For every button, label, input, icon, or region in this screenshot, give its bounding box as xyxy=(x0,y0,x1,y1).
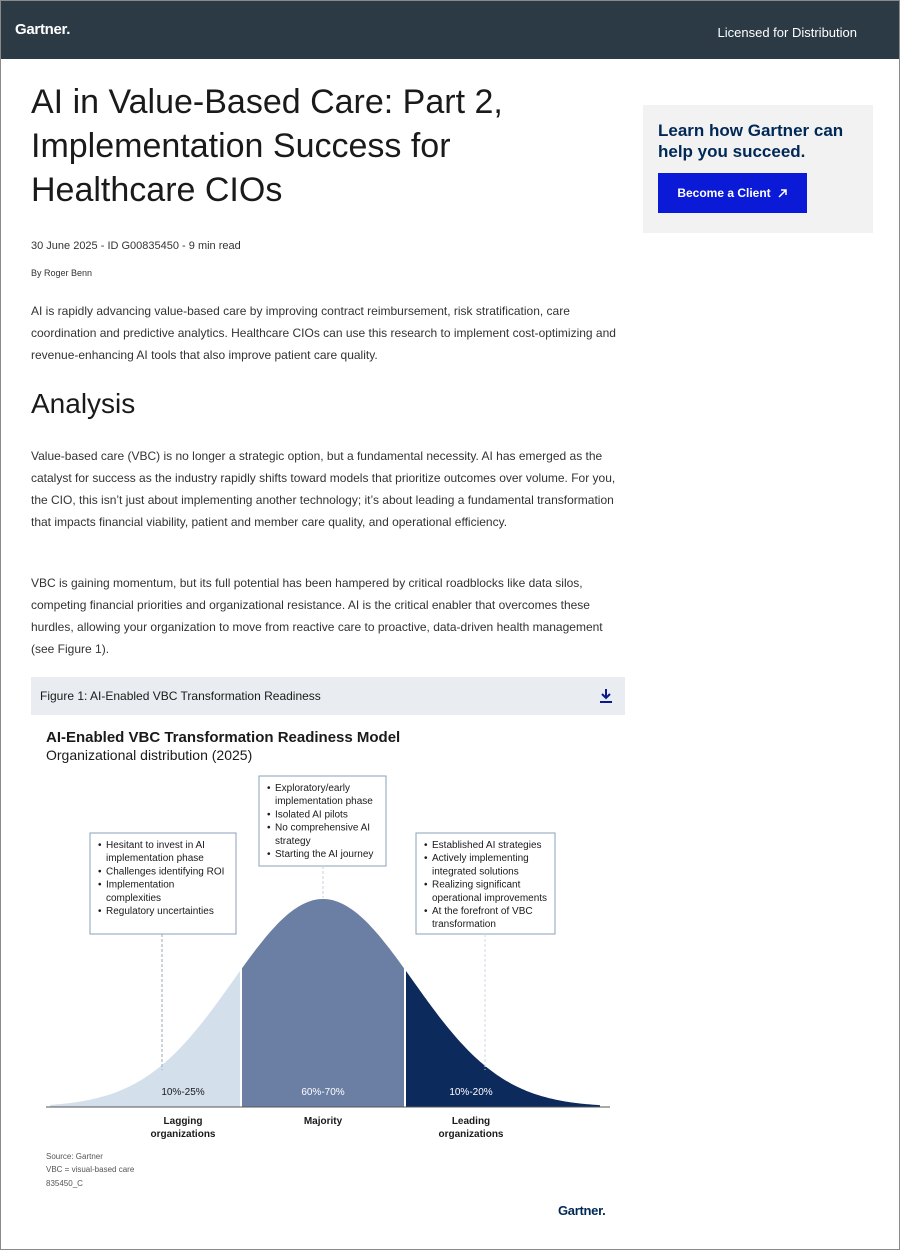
figure-note: VBC = visual-based care xyxy=(46,1165,135,1174)
annotation-text: Established AI strategies xyxy=(432,840,542,851)
cta-text: Learn how Gartner can help you succeed. xyxy=(658,121,844,161)
annotation-bullet: • xyxy=(267,809,271,821)
segment-label-2: Leading xyxy=(451,1116,491,1127)
annotation-bullet: • xyxy=(424,853,428,865)
annotation-text: strategy xyxy=(275,835,311,847)
majority-segment xyxy=(242,899,404,1107)
annotation-text: Isolated AI pilots xyxy=(275,809,348,821)
figure-code: 835450_C xyxy=(46,1179,83,1188)
annotation-bullet: • xyxy=(424,840,428,851)
annotation-text: implementation phase xyxy=(275,796,373,808)
annotation-bullet: • xyxy=(98,906,102,917)
annotation-bullet: • xyxy=(424,879,428,891)
figure-caption: Figure 1: AI-Enabled VBC Transformation Readiness xyxy=(40,689,321,703)
annotation-text: Realizing significant xyxy=(432,879,521,891)
article-meta: 30 June 2025 - ID G00835450 - 9 min read xyxy=(31,240,241,252)
lagging-segment xyxy=(50,971,240,1107)
segment-label-0: Lagging xyxy=(163,1116,203,1127)
annotation-bullet: • xyxy=(98,879,102,891)
annotation-text: integrated solutions xyxy=(432,866,519,878)
segment-label-0: organizations xyxy=(150,1129,216,1140)
article-byline: By Roger Benn xyxy=(31,268,93,278)
analysis-paragraph-1: Value-based care (VBC) is no longer a strategic option, but a fundamental necessity. AI has emerged as the catalyst for success as the industry rapidly shifts toward models that prioritize outcomes over volume. For you, the CIO, this isn’t just about implementing another technology; it’s about leading a fundamental transformation that impacts financial viability, patient and member care quality, and operational efficiency. xyxy=(31,449,616,529)
annotation-text: implementation phase xyxy=(106,853,204,865)
annotation-bullet: • xyxy=(98,840,102,851)
segment-label-2: organizations xyxy=(438,1129,504,1140)
annotation-text: At the forefront of VBC xyxy=(432,906,533,917)
range-label-2: 10%-20% xyxy=(449,1087,493,1098)
annotation-text: complexities xyxy=(106,892,162,904)
summary-paragraph: AI is rapidly advancing value-based care by improving contract reimbursement, risk stratification, care coordination and predictive analytics. Healthcare CIOs can use this research to implement cost-optimizing and revenue-enhancing AI tools that also improve patient care quality. xyxy=(31,304,616,362)
annotation-bullet: • xyxy=(98,866,102,878)
licensed-label: Licensed for Distribution xyxy=(717,25,857,40)
annotation-bullet: • xyxy=(267,822,271,834)
footer-gartner-logo: Gartner. xyxy=(558,1203,606,1218)
figure-source: Source: Gartner xyxy=(46,1152,103,1161)
annotation-text: No comprehensive AI xyxy=(275,822,371,834)
annotation-text: Challenges identifying ROI xyxy=(106,866,225,878)
annotation-bullet: • xyxy=(267,849,271,860)
annotation-text: Actively implementing xyxy=(432,853,529,865)
page-title: AI in Value-Based Care: Part 2, Implementation Success for Healthcare CIOs xyxy=(31,83,503,209)
annotation-bullet: • xyxy=(424,906,428,917)
become-client-label: Become a Client xyxy=(677,186,771,200)
annotation-text: transformation xyxy=(432,919,496,931)
chart-subtitle: Organizational distribution (2025) xyxy=(46,747,253,763)
analysis-paragraph-2: VBC is gaining momentum, but its full potential has been hampered by critical roadblocks like data silos, competing financial priorities and organizational resistance. AI is the critical enabler that overcomes these hurdles, allowing your organization to move from reactive care to proactive, data-driven health management (see Figure 1). xyxy=(31,576,603,656)
segment-label-1: Majority xyxy=(303,1116,343,1127)
annotation-text: Hesitant to invest in AI xyxy=(106,840,205,851)
range-label-1: 60%-70% xyxy=(301,1087,345,1098)
annotation-bullet: • xyxy=(267,783,271,794)
gartner-logo[interactable]: Gartner. xyxy=(15,21,71,38)
annotation-text: Starting the AI journey xyxy=(275,849,374,860)
annotation-text: Exploratory/early xyxy=(275,783,351,794)
annotation-text: operational improvements xyxy=(432,892,548,904)
annotation-text: Regulatory uncertainties xyxy=(106,906,214,917)
leading-segment xyxy=(406,971,600,1107)
annotation-text: Implementation xyxy=(106,879,175,891)
chart-title: AI-Enabled VBC Transformation Readiness Model xyxy=(46,729,401,746)
section-heading: Analysis xyxy=(31,388,136,419)
range-label-0: 10%-25% xyxy=(161,1087,205,1098)
